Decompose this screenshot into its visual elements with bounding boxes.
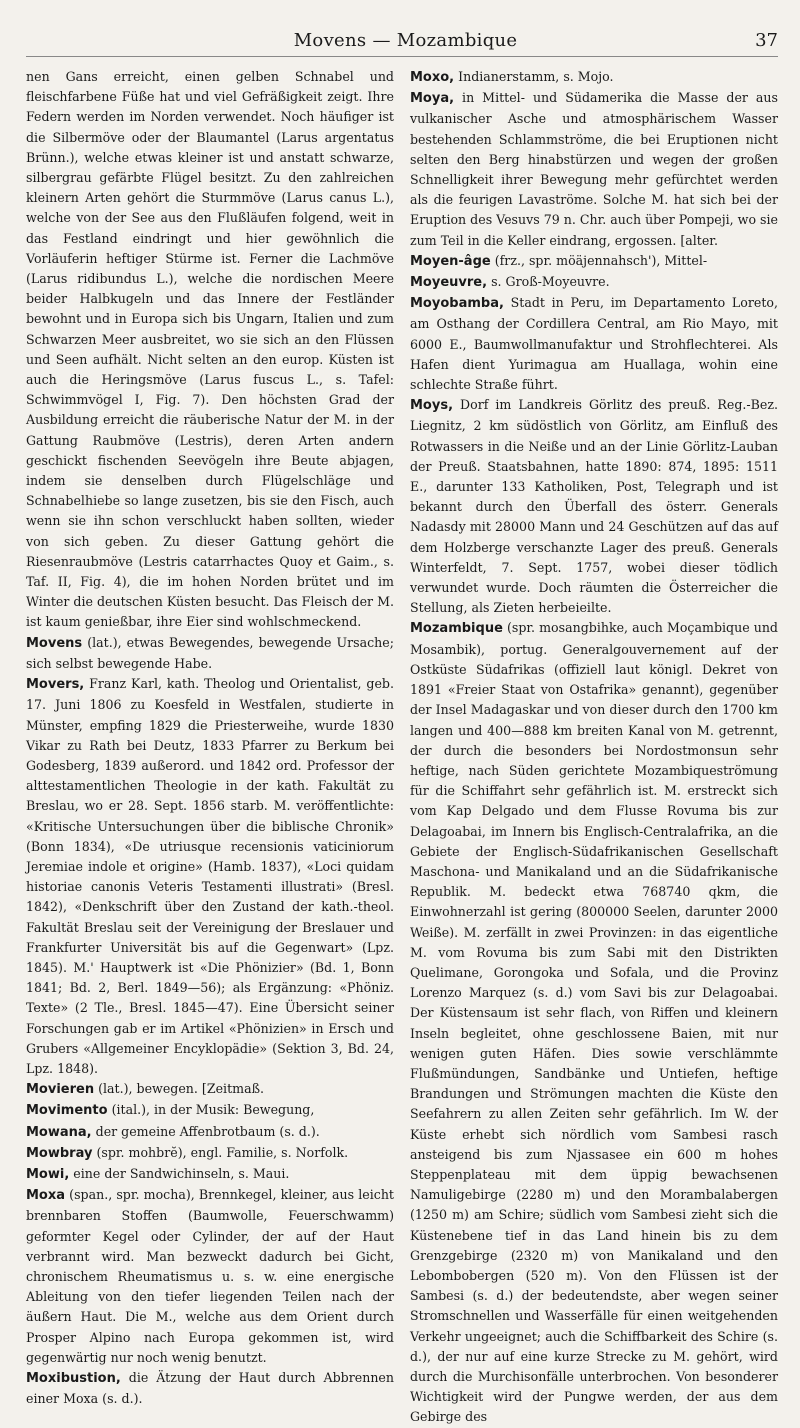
entry-text: (lat.), etwas Bewegendes, bewegende Ursache; sich selbst bewegende Habe.	[26, 634, 394, 671]
entry-text: nen Gans erreicht, einen gelben Schnabel und fleischfarbene Füße hat und viel Gefräßigkeit zeigt. Ihre Federn werden im Norden verwendet. Noch häufiger ist die Silbermöve oder der Blaumantel (Larus argentatus Brünn.), welche etwas kleiner ist und anstatt schwarze, silbergrau gefärbte Flügel besitzt. Zu den zahlreichen kleinern Arten gehört die Sturmmöve (Larus canus L.), welche von der See aus den Flußläufen folgend, weit in das Festland eindringt und hier gewöhnlich die Vorläuferin heftiger Stürme ist. Ferner die Lachmöve (Larus ridibundus L.), welche die nordischen Meere beider Halbkugeln und das Innere der Festländer bewohnt und in Europa sich bis Ungarn, Italien und zum Schwarzen Meer ausbreitet, wo sie sich an den Flüssen und Seen aufhält. Nicht selten an den europ. Küsten ist auch die Heringsmöve (Larus fuscus L., s. Tafel: Schwimmvögel I, Fig. 7). Den höchsten Grad der Ausbildung erreicht die räuberische Natur der M. in der Gattung Raubmöve (Lestris), deren Arten andern geschickt fischenden Seevögeln ihre Beute abjagen, indem sie denselben durch Flügelschläge und Schnabelhiebe so lange zusetzen, bis sie den Fisch, auch wenn sie ihn schon verschluckt haben sollten, wieder von sich geben. Zu dieser Gattung gehört die Riesenraubmöve (Lestris catarrhactes Quoy et Gaim., s. Taf. II, Fig. 4), die im hohen Norden brütet und im Winter die deutschen Küsten besucht. Das Fleisch der M. ist kaum genießbar, ihre Eier sind wohlschmeckend.	[26, 69, 394, 630]
dictionary-entry	[26, 67, 394, 633]
entry-headword: Movieren	[26, 1082, 95, 1098]
entry-text: Stadt in Peru, im Departamento Loreto, am Osthang der Cordillera Central, am Rio Mayo, mit 6000 E., Baumwollmanufaktur und Strohflechterei. Als Hafen dient Yurimagua am Huallaga, wohin eine schlechte Straße führt.	[410, 295, 778, 393]
dictionary-entry	[410, 251, 778, 272]
dictionary-entry	[26, 1100, 394, 1121]
dictionary-entry	[26, 1122, 394, 1143]
dictionary-entry	[410, 395, 778, 618]
entry-headword: Moyeuvre,	[410, 275, 488, 291]
entry-headword: Moyobamba,	[410, 296, 504, 312]
entry-text: (ital.), in der Musik: Bewegung,	[107, 1102, 315, 1118]
page-number: 37	[755, 30, 778, 51]
entry-headword: Mowbray	[26, 1145, 93, 1161]
entry-text: eine der Sandwichinseln, s. Maui.	[69, 1165, 290, 1181]
text-columns	[26, 67, 778, 1428]
dictionary-entry	[410, 88, 778, 251]
entry-headword: Movimento	[26, 1103, 108, 1119]
entry-headword: Mozambique	[410, 621, 503, 637]
dictionary-entry	[26, 1143, 394, 1164]
dictionary-entry	[26, 674, 394, 1079]
entry-text: (lat.), bewegen. [Zeitmaß.	[94, 1081, 264, 1097]
dictionary-entry	[410, 67, 778, 88]
dictionary-entry	[26, 1185, 394, 1368]
entry-headword: Mowi,	[26, 1166, 70, 1182]
entry-text: (spr. mosangbihke, auch Moçambique und Mosambik), portug. Generalgouvernement auf der Ostküste Südafrikas (offiziell laut königl. Dekret von 1891 «Freier Staat von Ostafrika» genannt), gegenüber der Insel Madagaskar und von dieser durch den 1700 km langen und 400—888 km breiten Kanal von M. getrennt, der durch die besonders bei Nordostmonsun sehr heftige, nach Süden gerichtete Mozambiqueströmung für die Schiffahrt sehr gefährlich ist. M. erstreckt sich vom Kap Delgado und dem Flusse Rovuma bis zur Delagoabai, im Innern bis Englisch-Centralafrika, an die Gebiete der Englisch-Südafrikanischen Gesellschaft Maschona- und Manikaland und an die Südafrikanische Republik. M. bedeckt etwa 768740 qkm, die Einwohnerzahl ist gering (800000 Seelen, darunter 2000 Weiße). M. zerfällt in zwei Provinzen: in das eigentliche M. vom Rovuma bis zum Sabi mit den Distrikten Quelimane, Gorongoka und Sofala, und die Provinz Lorenzo Marquez (s. d.) vom Savi bis zur Delagoabai. Der Küstensaum ist sehr flach, von Riffen und kleinern Inseln begleitet, ohne geschlossene Baien, mit nur wenigen guten Häfen. Dies sowie verschlämmte Flußmündungen, Sandbänke und Untiefen, heftige Brandungen und Strömungen machten die Küste den Seefahrern zu allen Zeiten sehr gefährlich. Im W. der Küste erhebt sich nördlich vom Sambesi rasch ansteigend bis zum Njassasee ein 600 m hohes Steppenplateau mit dem üppig bewachsenen Namuligebirge (2280 m) und den Morambalabergen (1250 m) am Schire; südlich vom Sambesi zieht sich die Küstenebene tief in das Land hinein bis zu dem Grenzgebirge (2320 m) von Manikaland und den Lebombobergen (520 m). Von den Flüssen ist der Sambesi (s. d.) der bedeutendste, aber wegen seiner Stromschnellen und Wasserfälle für einen weitgehenden Verkehr ungeeignet; auch die Schiffbarkeit des Schire (s. d.), der nur auf eine kurze Strecke zu M. gehört, wird durch die Murchisonfälle unterbrochen. Von besonderer Wichtigkeit wird der Pungwe werden, der aus dem Gebirge des	[410, 620, 778, 1425]
entry-text: Franz Karl, kath. Theolog und Orientalist, geb. 17. Juni 1806 zu Koesfeld in Westfalen, studierte in Münster, empfing 1829 die Priesterweihe, wurde 1830 Vikar zu Rath bei Deutz, 1833 Pfarrer zu Berkum bei Godesberg, 1839 außerord. und 1842 ord. Professor der alttestamentlichen Theologie in der kath. Fakultät zu Breslau, wo er 28. Sept. 1856 starb. M. veröffentlichte: «Kritische Untersuchungen über die biblische Chronik» (Bonn 1834), «De utriusque recensionis vaticiniorum Jeremiae indole et origine» (Hamb. 1837), «Loci quidam historiae canonis Veteris Testamenti illustrati» (Bresl. 1842), «Denkschrift über den Zustand der kath.-theol. Fakultät Breslau seit der Vereinigung der Breslauer und Frankfurter Universität bis auf die Gegenwart» (Lpz. 1845). M.' Hauptwerk ist «Die Phönizier» (Bd. 1, Bonn 1841; Bd. 2, Berl. 1849—56); als Ergänzung: «Phöniz. Texte» (2 Tle., Bresl. 1845—47). Eine Übersicht seiner Forschungen gab er im Artikel «Phönizien» in Ersch und Grubers «Allgemeiner Encyklopädie» (Sektion 3, Bd. 24, Lpz. 1848).	[26, 676, 394, 1076]
dictionary-entry	[26, 1368, 394, 1409]
dictionary-entry	[410, 272, 778, 293]
entry-text: der gemeine Affenbrotbaum (s. d.).	[91, 1123, 320, 1139]
dictionary-entry	[26, 1079, 394, 1100]
entry-headword: Movens	[26, 635, 83, 651]
entry-text: Indianerstamm, s. Mojo.	[454, 69, 614, 84]
right-column	[410, 67, 778, 1428]
entry-headword: Moxibustion,	[26, 1371, 121, 1386]
dictionary-entry	[410, 618, 778, 1427]
entry-headword: Moxa	[26, 1188, 66, 1204]
entry-text: Dorf im Landkreis Görlitz des preuß. Reg.-Bez. Liegnitz, 2 km südöstlich von Görlitz, am Einfluß des Rotwassers in die Neiße und an der Linie Görlitz-Lauban der Preuß. Staatsbahnen, hatte 1890: 874, 1895: 1511 E., darunter 133 Katholiken, Post, Telegraph und ist bekannt durch den Überfall des österr. Generals Nadasdy mit 28000 Mann und 24 Geschützen auf das auf dem Holzberge verschanzte Lager des preuß. Generals Winterfeldt, 7. Sept. 1757, wobei dieser tödlich verwundet wurde. Doch räumten die Österreicher die Stellung, als Zieten herbeieilte.	[410, 397, 778, 616]
entry-headword: Moxo,	[410, 70, 455, 85]
entry-text: in Mittel- und Südamerika die Masse der aus vulkanischer Asche und atmosphärischem Wasser bestehenden Schlammströme, die bei Eruptionen nicht selten den Berg hinabstürzen und wegen der großen Schnelligkeit ihrer Bewegung mehr gefürchtet werden als die feurigen Lavaströme. Solche M. hat sich bei der Eruption des Vesuvs 79 n. Chr. auch über Pompeji, wo sie zum Teil in die Keller eindrang, ergossen. [alter.	[410, 90, 778, 248]
entry-headword: Moys,	[410, 398, 454, 414]
entry-headword: Mowana,	[26, 1124, 92, 1140]
entry-text: s. Groß-Moyeuvre.	[487, 274, 610, 290]
entry-headword: Moya,	[410, 91, 455, 107]
entry-text: die Ätzung der Haut durch Abbrennen einer Moxa (s. d.).	[26, 1370, 394, 1407]
entry-text: (span., spr. mocha), Brennkegel, kleiner, aus leicht brennbaren Stoffen (Baumwolle, Feuerschwamm) geformter Kegel oder Cylinder, der auf der Haut verbrannt wird. Man bezweckt dadurch bei Gicht, chronischem Rheumatismus u. s. w. eine energische Ableitung von den tiefer liegenden Teilen nach der äußern Haut. Die M., welche aus dem Orient durch Prosper Alpino nach Europa gekommen ist, wird gegenwärtig nur noch wenig benutzt.	[26, 1187, 394, 1365]
page-header	[26, 30, 778, 57]
dictionary-entry	[26, 633, 394, 674]
running-title: Movens — Mozambique	[293, 30, 518, 51]
entry-headword: Movers,	[26, 677, 85, 693]
entry-headword: Moyen-âge	[410, 253, 491, 269]
dictionary-entry	[26, 1164, 394, 1185]
dictionary-entry	[410, 293, 778, 395]
entry-text: (spr. mohbrĕ), engl. Familie, s. Norfolk.	[92, 1144, 349, 1160]
entry-text: (frz., spr. möäjennahsch'), Mittel-	[490, 252, 708, 268]
left-column	[26, 67, 394, 1428]
